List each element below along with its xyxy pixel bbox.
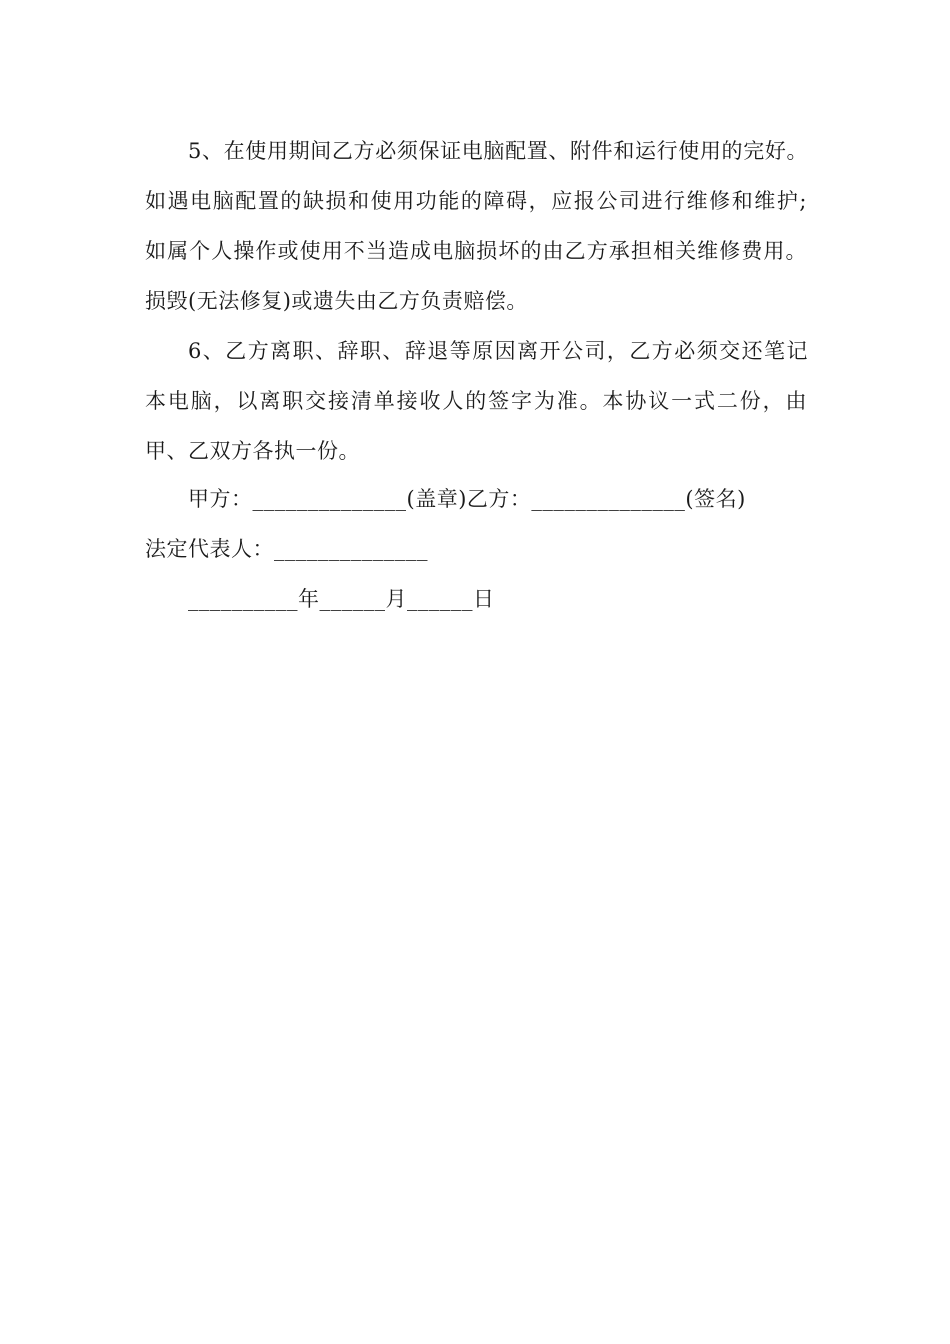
legal-representative-line: 法定代表人：______________ xyxy=(145,537,428,561)
paragraph-5-line-4: 损毁(无法修复)或遗失由乙方负责赔偿。 xyxy=(145,289,528,313)
party-signature-line: 甲方：______________(盖章)乙方：______________(签名) xyxy=(188,487,746,511)
paragraph-5-line-3: 如属个人操作或使用不当造成电脑损坏的由乙方承担相关维修费用。 xyxy=(145,239,807,263)
paragraph-5-line-1: 5、在使用期间乙方必须保证电脑配置、附件和运行使用的完好。 xyxy=(188,139,808,163)
paragraph-5-line-2: 如遇电脑配置的缺损和使用功能的障碍，应报公司进行维修和维护; xyxy=(145,189,807,213)
paragraph-6-line-3: 甲、乙双方各执一份。 xyxy=(145,439,360,463)
paragraph-6-line-2: 本电脑，以离职交接清单接收人的签字为准。本协议一式二份，由 xyxy=(145,389,807,413)
paragraph-6-line-1: 6、乙方离职、辞职、辞退等原因离开公司，乙方必须交还笔记 xyxy=(188,339,808,363)
date-line: __________年______月______日 xyxy=(188,587,495,611)
